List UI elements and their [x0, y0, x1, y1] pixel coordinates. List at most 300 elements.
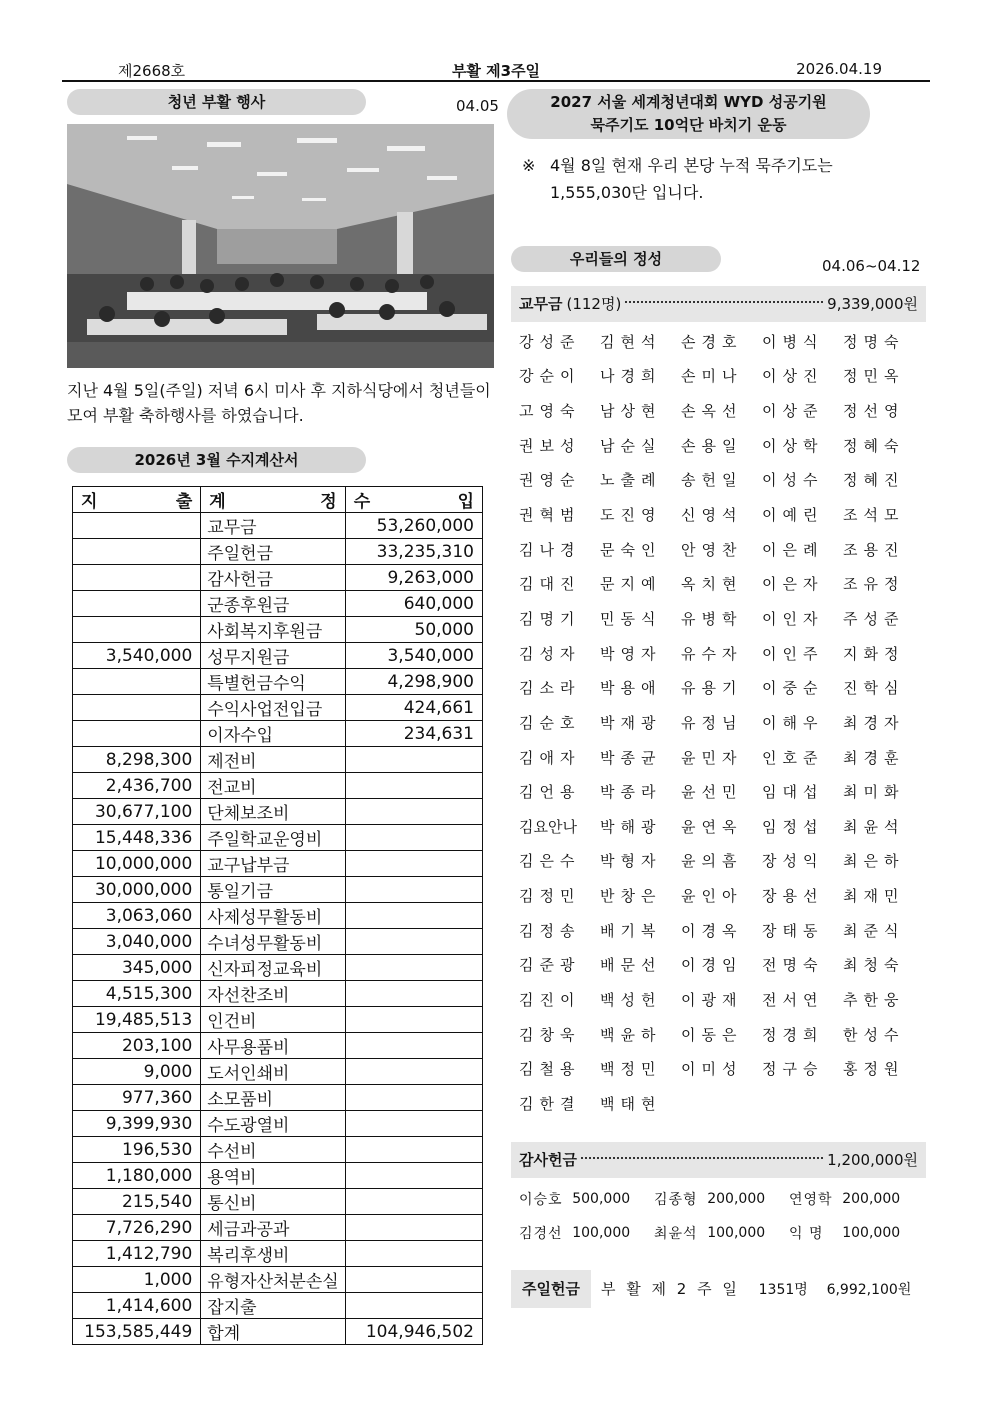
finance-row	[73, 1137, 483, 1163]
account-name: 세금과공과	[201, 1215, 345, 1241]
account-name: 감사헌금	[201, 565, 345, 591]
donor-name: 주성준	[843, 609, 905, 628]
account-name: 이자수입	[201, 721, 345, 747]
donor-name: 이동은	[681, 1025, 743, 1044]
finance-row	[73, 773, 483, 799]
donor-name: 이인자	[762, 609, 824, 628]
donor-name: 최경자	[843, 713, 905, 732]
rosary-text-line2: 1,555,030단 입니다.	[550, 183, 704, 202]
donor-name: 반창은	[600, 887, 662, 906]
thanks-total: 1,200,000원	[827, 1151, 918, 1169]
account-name: 신자피정교육비	[201, 955, 345, 981]
donor-name: 권보성	[519, 436, 581, 455]
donor-name: 권혁범	[519, 506, 581, 525]
expense-amount: 3,040,000	[73, 929, 201, 955]
finance-table	[72, 486, 483, 1345]
income-amount	[345, 1267, 482, 1293]
finance-row	[73, 1007, 483, 1033]
thanks-row	[519, 1216, 924, 1250]
donor-name: 강순이	[519, 367, 581, 386]
donor-row	[519, 566, 924, 601]
reference-mark: ※	[522, 156, 536, 175]
donor-name: 장용선	[762, 887, 824, 906]
donor-name: 윤의흠	[681, 852, 743, 871]
account-name: 교구납부금	[201, 851, 345, 877]
donor-name: 윤민자	[681, 748, 743, 767]
donor-name: 옥치현	[681, 575, 743, 594]
donor-name: 김정민	[519, 887, 581, 906]
donor-name: 김명기	[519, 609, 581, 628]
donor-name: 정구승	[762, 1060, 824, 1079]
income-amount: 3,540,000	[345, 643, 482, 669]
donor-row	[519, 393, 924, 428]
expense-amount: 10,000,000	[73, 851, 201, 877]
event-date: 04.05	[456, 97, 499, 115]
thanks-amount: 100,000	[572, 1225, 631, 1241]
income-amount	[345, 1241, 482, 1267]
rosary-text-line1: 4월 8일 현재 우리 본당 누적 묵주기도는	[550, 156, 833, 175]
expense-amount: 15,448,336	[73, 825, 201, 851]
account-name: 통일기금	[201, 877, 345, 903]
donor-name: 이은례	[762, 540, 824, 559]
donor-name: 박종라	[600, 783, 662, 802]
thanks-donor-name: 이승호	[519, 1192, 563, 1208]
finance-row	[73, 1319, 483, 1345]
thanks-donor-list	[519, 1182, 924, 1250]
donor-name: 윤연옥	[681, 817, 743, 836]
tithe-summary	[511, 286, 926, 322]
donor-name: 남순실	[600, 436, 662, 455]
expense-amount	[73, 513, 201, 539]
donor-name: 이경임	[681, 956, 743, 975]
event-title: 청년 부활 행사	[67, 89, 366, 115]
finance-row	[73, 1267, 483, 1293]
donor-name: 안영찬	[681, 540, 743, 559]
donor-name: 권영순	[519, 471, 581, 490]
account-name: 인건비	[201, 1007, 345, 1033]
sunday-label: 주일헌금	[511, 1270, 591, 1308]
account-name: 통신비	[201, 1189, 345, 1215]
finance-row	[73, 643, 483, 669]
finance-row	[73, 1163, 483, 1189]
donor-name: 강성준	[519, 332, 581, 351]
donor-row	[519, 670, 924, 705]
income-amount	[345, 1293, 482, 1319]
income-amount: 640,000	[345, 591, 482, 617]
donor-name: 박영자	[600, 644, 662, 663]
donor-name: 박해광	[600, 817, 662, 836]
expense-amount: 215,540	[73, 1189, 201, 1215]
donor-row	[519, 601, 924, 636]
finance-row	[73, 799, 483, 825]
donor-name: 신영석	[681, 506, 743, 525]
donor-name: 이해우	[762, 713, 824, 732]
account-name: 도서인쇄비	[201, 1059, 345, 1085]
finance-row	[73, 929, 483, 955]
account-name: 주일학교운영비	[201, 825, 345, 851]
donor-row	[519, 463, 924, 498]
expense-amount: 203,100	[73, 1033, 201, 1059]
donor-name: 김애자	[519, 748, 581, 767]
thanks-row	[519, 1182, 924, 1216]
donor-name: 유수자	[681, 644, 743, 663]
income-amount: 33,235,310	[345, 539, 482, 565]
donor-name: 정명숙	[843, 332, 905, 351]
donor-name: 인호준	[762, 748, 824, 767]
thanks-donor-name: 연영학	[789, 1192, 833, 1208]
donor-row	[519, 1086, 924, 1121]
donor-name: 전명숙	[762, 956, 824, 975]
account-name: 제전비	[201, 747, 345, 773]
finance-row	[73, 513, 483, 539]
finance-row	[73, 1293, 483, 1319]
page-header	[62, 58, 930, 82]
expense-amount	[73, 695, 201, 721]
account-name: 용역비	[201, 1163, 345, 1189]
donor-name: 손용일	[681, 436, 743, 455]
donor-name: 윤선민	[681, 783, 743, 802]
liturgical-season: 부활 제3주일	[451, 62, 541, 80]
account-name: 수도광열비	[201, 1111, 345, 1137]
expense-amount: 4,515,300	[73, 981, 201, 1007]
donor-row	[519, 428, 924, 463]
sunday-offering	[511, 1270, 926, 1308]
account-name: 군종후원금	[201, 591, 345, 617]
donor-name: 남상현	[600, 402, 662, 421]
account-header: 계 정	[201, 487, 345, 513]
finance-title: 2026년 3월 수지계산서	[67, 447, 366, 473]
donor-name: 정혜숙	[843, 436, 905, 455]
donor-name: 김소라	[519, 679, 581, 698]
donor-name: 백윤하	[600, 1025, 662, 1044]
donor-row	[519, 359, 924, 394]
thanks-amount: 200,000	[707, 1191, 766, 1207]
income-amount	[345, 1059, 482, 1085]
wyd-title-line2: 묵주기도 10억단 바치기 운동	[590, 116, 787, 134]
expense-amount: 19,485,513	[73, 1007, 201, 1033]
donor-name: 김요안나	[519, 817, 577, 836]
thanks-donor-name: 최윤석	[654, 1226, 698, 1242]
expense-amount	[73, 669, 201, 695]
finance-row	[73, 903, 483, 929]
donor-name: 김순호	[519, 713, 581, 732]
finance-row	[73, 1241, 483, 1267]
expense-amount: 345,000	[73, 955, 201, 981]
expense-amount: 9,000	[73, 1059, 201, 1085]
donor-name: 조석모	[843, 506, 905, 525]
income-amount	[345, 1033, 482, 1059]
donor-row	[519, 774, 924, 809]
finance-row	[73, 565, 483, 591]
income-amount	[345, 1085, 482, 1111]
donor-name: 김현석	[600, 332, 662, 351]
donor-name: 김언용	[519, 783, 581, 802]
income-amount: 53,260,000	[345, 513, 482, 539]
donor-name: 박재광	[600, 713, 662, 732]
income-amount: 4,298,900	[345, 669, 482, 695]
expense-amount	[73, 539, 201, 565]
donor-name: 정혜진	[843, 471, 905, 490]
donor-name: 박형자	[600, 852, 662, 871]
account-name: 특별헌금수익	[201, 669, 345, 695]
income-amount	[345, 1189, 482, 1215]
donor-name: 유정님	[681, 713, 743, 732]
donor-name: 이성수	[762, 471, 824, 490]
donor-name: 이광재	[681, 990, 743, 1009]
income-header: 수 입	[345, 487, 482, 513]
donor-name: 백정민	[600, 1060, 662, 1079]
sunday-count: 1351명	[758, 1282, 808, 1298]
donor-row	[519, 1017, 924, 1052]
donor-row	[519, 1051, 924, 1086]
account-name: 주일헌금	[201, 539, 345, 565]
donor-name: 지화정	[843, 644, 905, 663]
finance-row	[73, 1215, 483, 1241]
account-name: 소모품비	[201, 1085, 345, 1111]
donor-name: 김나경	[519, 540, 581, 559]
donor-name: 이중순	[762, 679, 824, 698]
income-amount: 104,946,502	[345, 1319, 482, 1345]
donor-name: 임정섭	[762, 817, 824, 836]
finance-row	[73, 539, 483, 565]
donor-row	[519, 809, 924, 844]
expense-amount: 9,399,930	[73, 1111, 201, 1137]
income-amount	[345, 1215, 482, 1241]
expense-amount: 1,000	[73, 1267, 201, 1293]
thanks-summary	[511, 1142, 926, 1178]
donor-name: 이상학	[762, 436, 824, 455]
donor-row	[519, 948, 924, 983]
finance-row	[73, 721, 483, 747]
donor-name: 정민옥	[843, 367, 905, 386]
expense-amount: 30,000,000	[73, 877, 201, 903]
expense-amount: 3,540,000	[73, 643, 201, 669]
donor-name: 이상준	[762, 402, 824, 421]
donor-name: 이경옥	[681, 921, 743, 940]
account-name: 수익사업전입금	[201, 695, 345, 721]
tithe-donor-list	[519, 324, 924, 1121]
donor-name: 최윤석	[843, 817, 905, 836]
donor-name: 추한웅	[843, 990, 905, 1009]
leader-dots	[581, 1157, 823, 1159]
donor-name: 김창욱	[519, 1025, 581, 1044]
account-name: 사무용품비	[201, 1033, 345, 1059]
finance-row	[73, 1111, 483, 1137]
donor-name: 조유정	[843, 575, 905, 594]
account-name: 자선찬조비	[201, 981, 345, 1007]
finance-row	[73, 695, 483, 721]
offering-period: 04.06~04.12	[822, 257, 921, 275]
finance-row	[73, 877, 483, 903]
donor-name: 최준식	[843, 921, 905, 940]
donor-name: 최재민	[843, 887, 905, 906]
expense-amount: 30,677,100	[73, 799, 201, 825]
income-amount	[345, 1137, 482, 1163]
rosary-notice	[522, 152, 922, 206]
donor-name: 문숙인	[600, 540, 662, 559]
expense-amount: 196,530	[73, 1137, 201, 1163]
donor-name: 고영숙	[519, 402, 581, 421]
donor-name: 박종균	[600, 748, 662, 767]
expense-amount	[73, 721, 201, 747]
donor-row	[519, 324, 924, 359]
donor-row	[519, 705, 924, 740]
issue-number: 제2668호	[118, 62, 186, 80]
event-caption: 지난 4월 5일(주일) 저녁 6시 미사 후 지하식당에서 청년들이 모여 부활 축하행사를 하였습니다.	[67, 381, 491, 425]
donor-name: 박용애	[600, 679, 662, 698]
wyd-campaign-title	[507, 89, 870, 139]
income-amount: 9,263,000	[345, 565, 482, 591]
donor-name: 김대진	[519, 575, 581, 594]
account-name: 수선비	[201, 1137, 345, 1163]
income-amount: 234,631	[345, 721, 482, 747]
thanks-donor-name: 김종형	[654, 1192, 698, 1208]
donor-name: 이상진	[762, 367, 824, 386]
finance-row	[73, 851, 483, 877]
expense-amount: 3,063,060	[73, 903, 201, 929]
thanks-amount: 200,000	[842, 1191, 901, 1207]
finance-row	[73, 1059, 483, 1085]
income-amount	[345, 799, 482, 825]
account-name: 잡지출	[201, 1293, 345, 1319]
donor-name: 김진이	[519, 990, 581, 1009]
income-amount	[345, 929, 482, 955]
expense-amount	[73, 591, 201, 617]
offering-title: 우리들의 정성	[511, 246, 721, 272]
donor-name: 최청숙	[843, 956, 905, 975]
account-name: 유형자산처분손실	[201, 1267, 345, 1293]
donor-name: 최은하	[843, 852, 905, 871]
donor-name: 손옥선	[681, 402, 743, 421]
donor-name: 송헌일	[681, 471, 743, 490]
expense-amount: 1,180,000	[73, 1163, 201, 1189]
income-amount	[345, 1163, 482, 1189]
thanks-donor-name: 익 명	[789, 1226, 824, 1242]
expense-amount: 2,436,700	[73, 773, 201, 799]
donor-name: 조용진	[843, 540, 905, 559]
donor-name: 김한결	[519, 1094, 581, 1113]
income-amount	[345, 1111, 482, 1137]
finance-row	[73, 955, 483, 981]
donor-row	[519, 532, 924, 567]
finance-row	[73, 981, 483, 1007]
account-name: 사제성무활동비	[201, 903, 345, 929]
donor-name: 김성자	[519, 644, 581, 663]
income-amount	[345, 747, 482, 773]
expense-amount: 7,726,290	[73, 1215, 201, 1241]
donor-name: 김정송	[519, 921, 581, 940]
tithe-total: 9,339,000원	[827, 295, 918, 313]
donor-name: 임대섭	[762, 783, 824, 802]
finance-row	[73, 617, 483, 643]
donor-name: 나경희	[600, 367, 662, 386]
donor-name: 도진영	[600, 506, 662, 525]
expense-header: 지 출	[73, 487, 201, 513]
donor-name: 윤인아	[681, 887, 743, 906]
income-amount: 424,661	[345, 695, 482, 721]
donor-row	[519, 913, 924, 948]
thanks-label: 감사헌금	[519, 1151, 577, 1169]
wyd-title-line1: 2027 서울 세계청년대회 WYD 성공기원	[550, 93, 827, 111]
account-name: 수녀성무활동비	[201, 929, 345, 955]
finance-row	[73, 591, 483, 617]
leader-dots	[625, 301, 823, 303]
issue-date: 2026.04.19	[796, 60, 882, 78]
finance-row	[73, 1189, 483, 1215]
expense-amount: 1,414,600	[73, 1293, 201, 1319]
banquet-hall-photo	[67, 124, 494, 368]
tithe-label: 교무금	[519, 295, 563, 313]
expense-amount: 153,585,449	[73, 1319, 201, 1345]
donor-name: 손미나	[681, 367, 743, 386]
donor-name: 배문선	[600, 956, 662, 975]
donor-name: 진학심	[843, 679, 905, 698]
donor-name: 이은자	[762, 575, 824, 594]
event-photo	[67, 124, 494, 368]
donor-name: 유용기	[681, 679, 743, 698]
income-amount	[345, 955, 482, 981]
account-name: 사회복지후원금	[201, 617, 345, 643]
finance-header-row	[73, 487, 483, 513]
donor-name: 이예린	[762, 506, 824, 525]
income-amount	[345, 1007, 482, 1033]
expense-amount: 977,360	[73, 1085, 201, 1111]
donor-name: 정경희	[762, 1025, 824, 1044]
donor-name: 홍정원	[843, 1060, 905, 1079]
finance-row	[73, 825, 483, 851]
sunday-week: 부 활 제 2 주 일	[601, 1280, 740, 1298]
donor-name: 정선영	[843, 402, 905, 421]
donor-name: 김은수	[519, 852, 581, 871]
donor-name: 장태동	[762, 921, 824, 940]
tithe-count: (112명)	[566, 295, 622, 313]
donor-name: 장성익	[762, 852, 824, 871]
income-amount: 50,000	[345, 617, 482, 643]
account-name: 복리후생비	[201, 1241, 345, 1267]
sunday-total: 6,992,100원	[826, 1282, 912, 1298]
account-name: 교무금	[201, 513, 345, 539]
donor-name: 최경훈	[843, 748, 905, 767]
donor-row	[519, 740, 924, 775]
donor-name: 한성수	[843, 1025, 905, 1044]
donor-name: 손경호	[681, 332, 743, 351]
finance-row	[73, 747, 483, 773]
thanks-donor-name: 김경선	[519, 1226, 563, 1242]
account-name: 성무지원금	[201, 643, 345, 669]
donor-row	[519, 878, 924, 913]
donor-name: 배기복	[600, 921, 662, 940]
income-amount	[345, 825, 482, 851]
finance-row	[73, 1085, 483, 1111]
donor-name: 유병학	[681, 609, 743, 628]
donor-name: 김준광	[519, 956, 581, 975]
income-amount	[345, 981, 482, 1007]
donor-name: 백태현	[600, 1094, 662, 1113]
finance-row	[73, 1033, 483, 1059]
expense-amount: 8,298,300	[73, 747, 201, 773]
donor-name: 이미성	[681, 1060, 743, 1079]
donor-name: 이병식	[762, 332, 824, 351]
account-name: 합계	[201, 1319, 345, 1345]
thanks-amount: 500,000	[572, 1191, 631, 1207]
income-amount	[345, 773, 482, 799]
donor-name: 전서연	[762, 990, 824, 1009]
income-amount	[345, 877, 482, 903]
thanks-amount: 100,000	[707, 1225, 766, 1241]
income-amount	[345, 903, 482, 929]
donor-row	[519, 636, 924, 671]
donor-row	[519, 844, 924, 879]
